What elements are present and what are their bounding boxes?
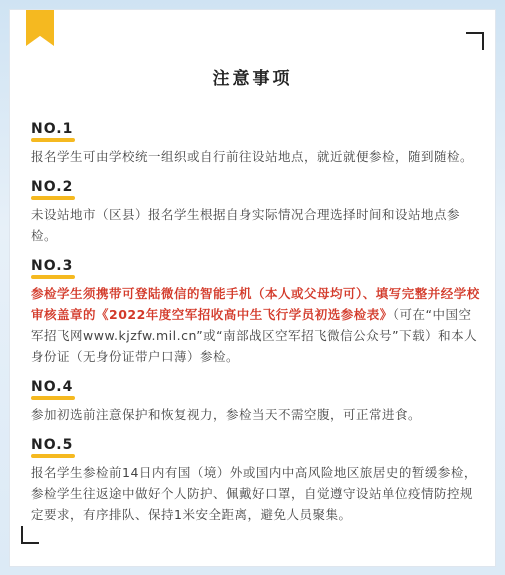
notice-text: 报名学生可由学校统一组织或自行前往设站地点，就近就便参检，随到随检。 xyxy=(31,149,474,164)
notice-list xyxy=(31,118,481,534)
notice-number: NO.4 xyxy=(31,378,75,398)
page-title: 注意事项 xyxy=(212,69,293,89)
notice-normal-text: （可在“中国空军招飞网www.kjzfw.mil.cn”或“南部战区空军招飞微信公众号”下载）和本人身份证（无身份证带户口薄）参检。 xyxy=(31,307,478,364)
notice-text xyxy=(31,283,481,367)
notice-item-5 xyxy=(31,434,481,525)
notice-item-4 xyxy=(31,376,481,425)
notice-number: NO.3 xyxy=(31,257,75,277)
corner-bracket-top-right xyxy=(466,32,484,50)
notice-item-3 xyxy=(31,255,481,367)
bookmark-icon xyxy=(26,10,54,46)
notice-item-2 xyxy=(31,176,481,246)
notice-number: NO.1 xyxy=(31,120,75,140)
notice-text: 未设站地市（区县）报名学生根据自身实际情况合理选择时间和设站地点参检。 xyxy=(31,207,461,243)
notice-number: NO.5 xyxy=(31,436,75,456)
notice-item-1 xyxy=(31,118,481,167)
notice-number: NO.2 xyxy=(31,178,75,198)
notice-card xyxy=(9,9,496,567)
notice-text: 报名学生参检前14日内有国（境）外或国内中高风险地区旅居史的暂缓参检，参检学生往返途中做好个人防护、佩戴好口罩，自觉遵守设站单位疫情防控规定要求，有序排队、保持1米安全距离，避免人员聚集。 xyxy=(31,465,477,522)
notice-highlight-text: 参检学生须携带可登陆微信的智能手机（本人或父母均可）、填写完整并经学校审核盖章的《2022年度空军招收高中生飞行学员初选参检表》 xyxy=(31,286,480,322)
notice-text: 参加初选前注意保护和恢复视力，参检当天不需空腹，可正常进食。 xyxy=(31,407,422,422)
